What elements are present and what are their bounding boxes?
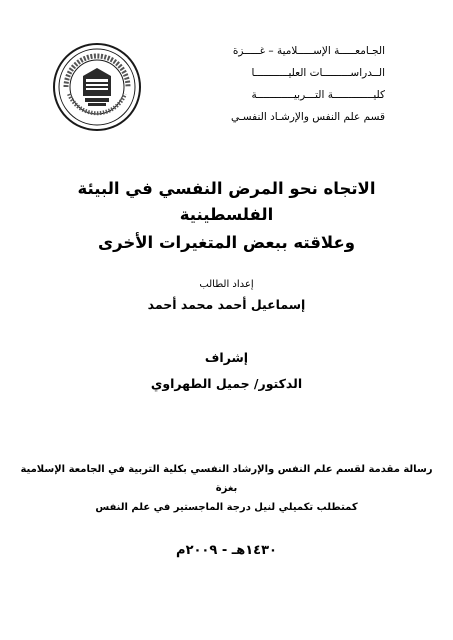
prepared-by-label: إعداد الطالب (199, 279, 254, 290)
university-seal-icon (52, 42, 142, 132)
submission-note (20, 460, 433, 517)
supervisor-name: الدكتور/ جميل الطهراوي (150, 376, 303, 391)
university-name: الجـامعـــــة الإســـــلامية – غـــــزة (232, 45, 385, 57)
department-name: قسم علم النفس والإرشـاد النفسـي (230, 111, 385, 123)
thesis-title-line-2: وعلاقته ببعض المتغيرات الأخرى (97, 233, 355, 252)
faculty-name: كليـــــــــــــة التـــربيــــــــــــة (251, 89, 385, 101)
submission-note-line-2: كمتطلب تكميلي لنيل درجة الماجستير في علم النفس (95, 502, 358, 513)
supervision-label: إشراف (204, 350, 249, 365)
graduate-studies-label: الــدراســـــــــات العليـــــــــــا (251, 67, 385, 79)
thesis-title (30, 176, 423, 258)
student-name: إسماعيل أحمد محمد أحمد (147, 297, 306, 312)
thesis-title-line-1: الاتجاه نحو المرض النفسي في البيئة الفلسطينية (77, 179, 376, 224)
institution-header (215, 40, 385, 128)
submission-date: ١٤٣٠هـ - ٢٠٠٩م (176, 543, 277, 558)
submission-note-line-1: رسالة مقدمة لقسم علم النفس والإرشاد النفسي بكلية التربية في الجامعة الإسلامية بغزة (20, 464, 433, 494)
